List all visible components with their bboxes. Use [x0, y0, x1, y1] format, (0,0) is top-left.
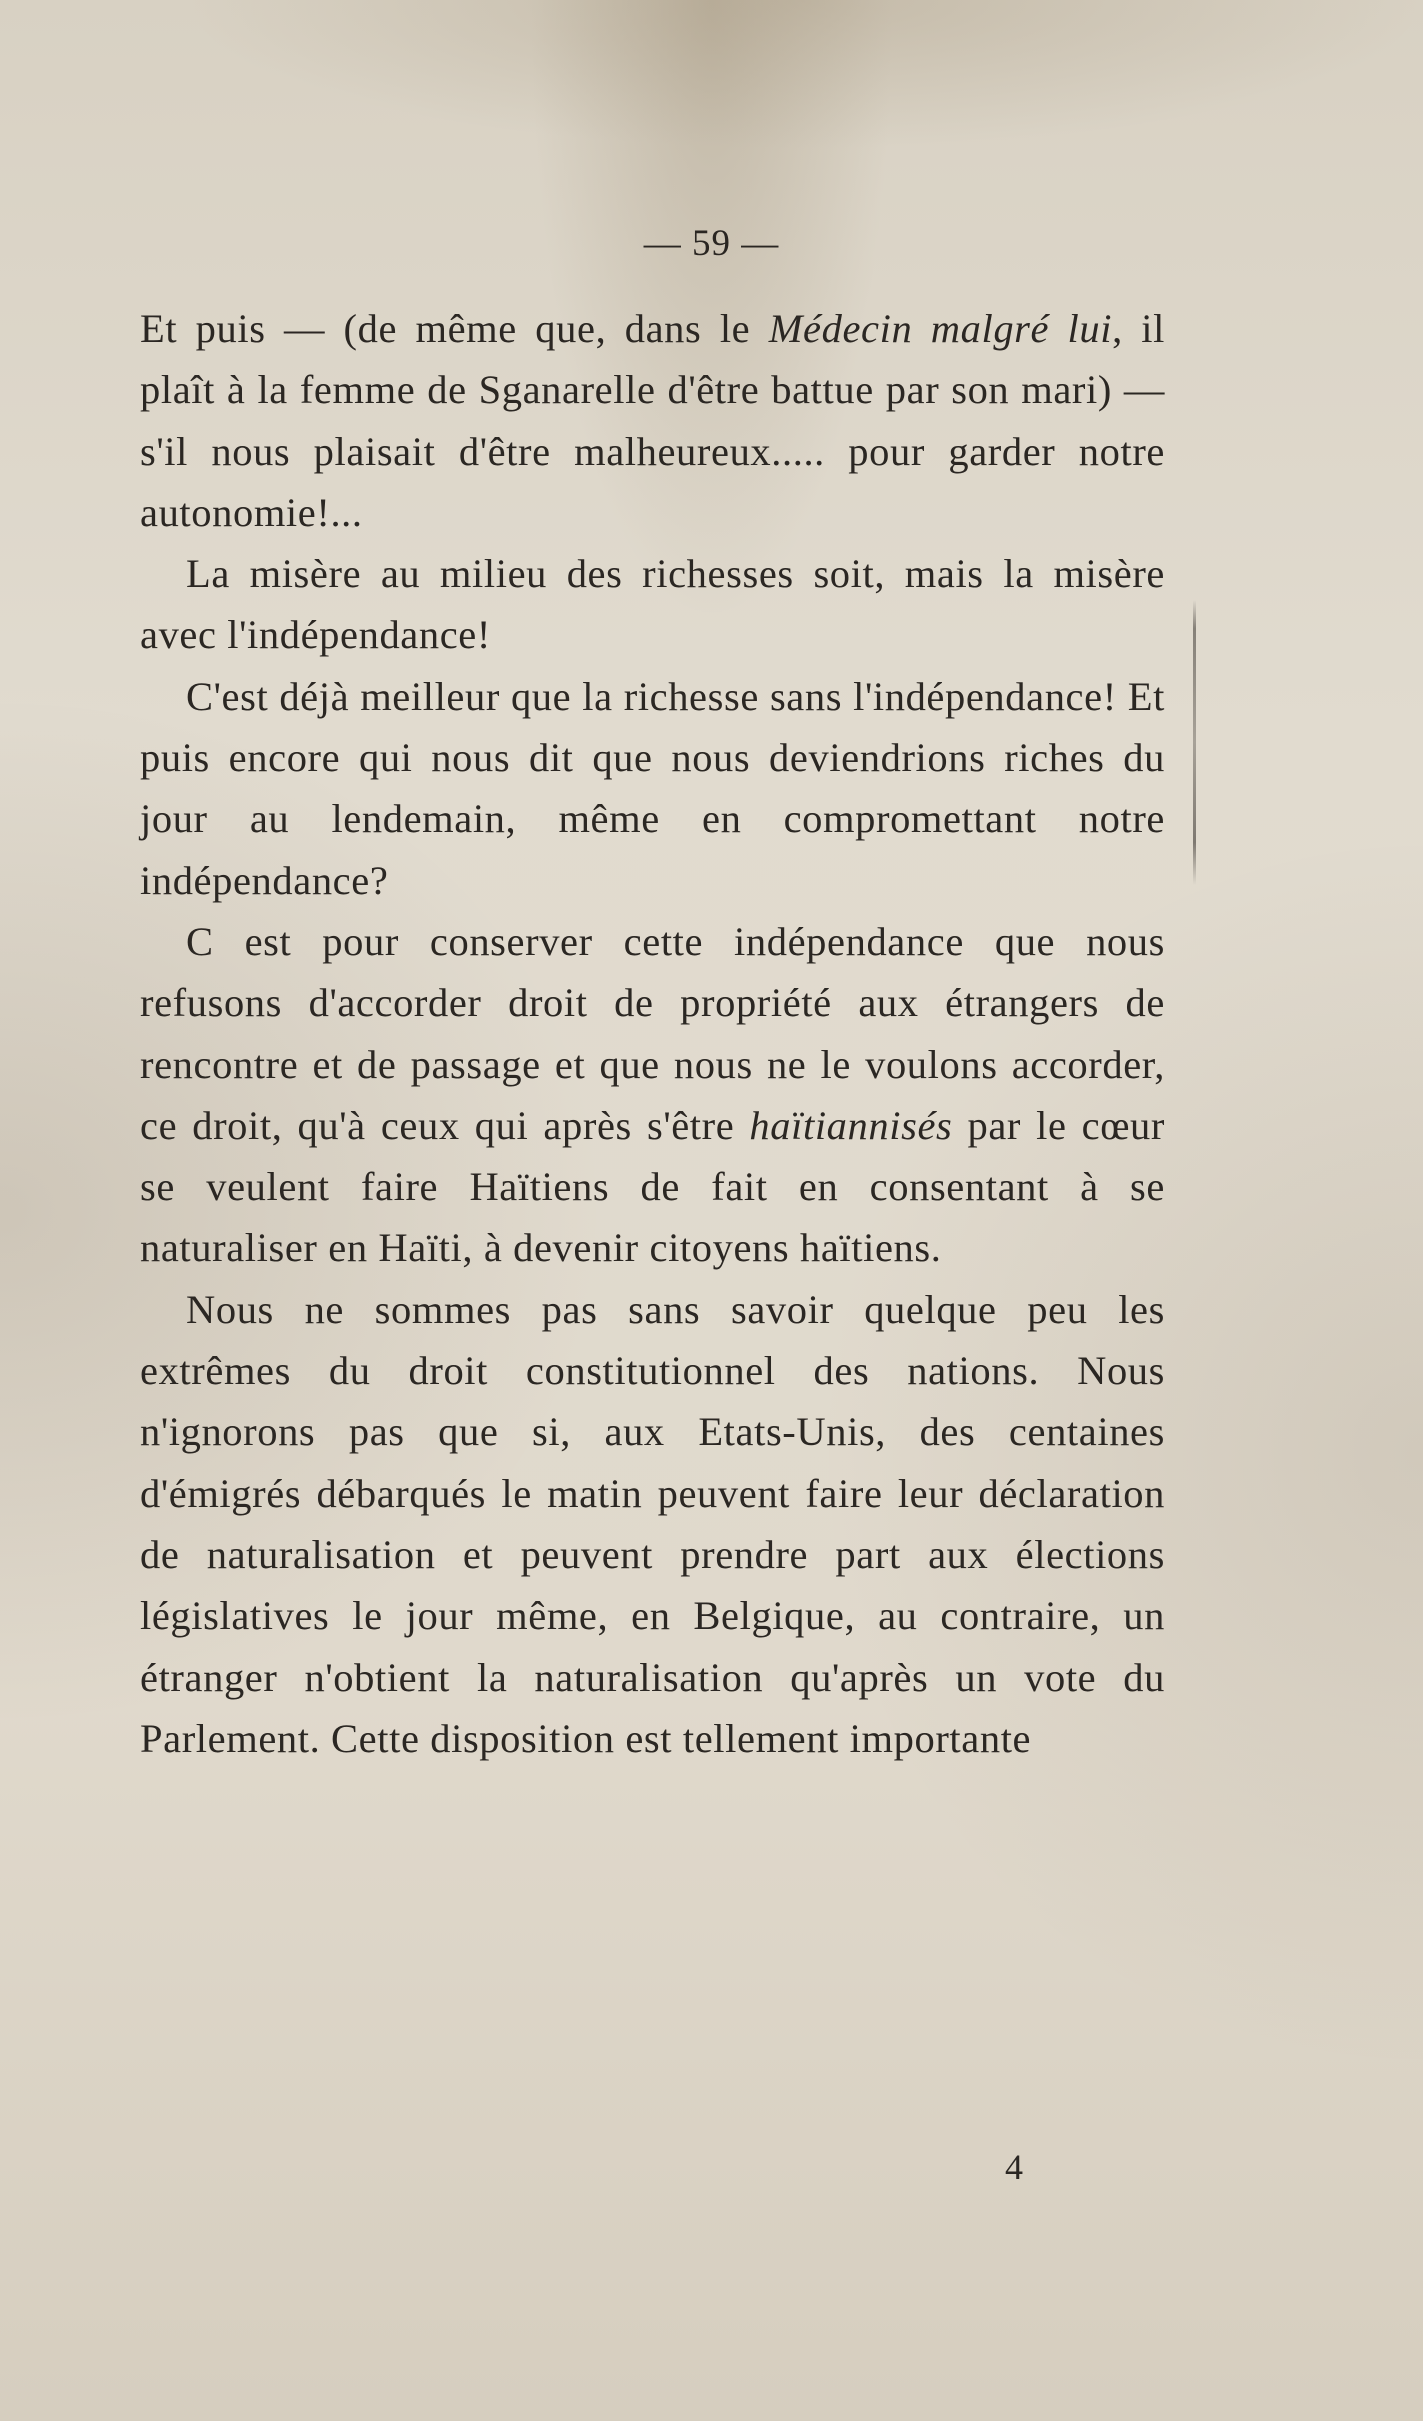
- page-number: — 59 —: [643, 223, 780, 264]
- italic-title: Médecin malgré lui: [768, 306, 1113, 351]
- signature-mark: 4: [1005, 2147, 1023, 2187]
- text-run: C'est déjà meilleur que la richesse sans l'indépendance! Et puis encore qui nous dit que nous deviendrions riches du jour au lendemain, même en compromettant notre indépendance?: [140, 673, 1165, 903]
- margin-pencil-mark: [1193, 600, 1196, 885]
- text-run: Nous ne sommes pas sans savoir quelque peu les extrêmes du droit constitutionnel des nations. Nous n'ignorons pas que si, aux Etats-Unis, des centaines d'émigrés débarqués le matin peuvent faire leur déclaration de naturalisation et peuvent prendre part aux élections législatives le jour même, en Belgique, au contraire, un étranger n'obtient la naturalisation qu'après un vote du Parlement. Cette disposition est tellement importante: [140, 1286, 1165, 1761]
- body-text: [140, 298, 1165, 1769]
- text-run: La misère au milieu des richesses soit, mais la misère avec l'indépendance!: [140, 551, 1165, 658]
- water-stain: [180, 0, 1423, 150]
- text-run: C est pour conserver cette indépendance que nous refusons d'accorder droit de propriété aux étrangers de rencontre et de passage et que nous ne le voulons accorder, ce droit, qu'à ceux qui après s'être: [140, 918, 1165, 1148]
- text-run: , il plaît à la femme de Sganarelle d'être battue par son mari) — s'il nous plaisait d'être malheureux..... pour garder notre autonomie!...: [140, 306, 1165, 535]
- paragraph: [140, 666, 1165, 911]
- paragraph: [140, 1279, 1165, 1769]
- paragraph: [140, 298, 1165, 543]
- paragraph: [140, 911, 1165, 1279]
- paragraph: [140, 543, 1165, 666]
- text-run: par le cœur se veulent faire Haïtiens de fait en consentant à se naturaliser en Haïti, à devenir citoyens haïtiens.: [140, 1102, 1165, 1271]
- italic-word: haïtiannisés: [749, 1102, 953, 1148]
- text-run: Et puis — (de même que, dans le: [140, 306, 769, 351]
